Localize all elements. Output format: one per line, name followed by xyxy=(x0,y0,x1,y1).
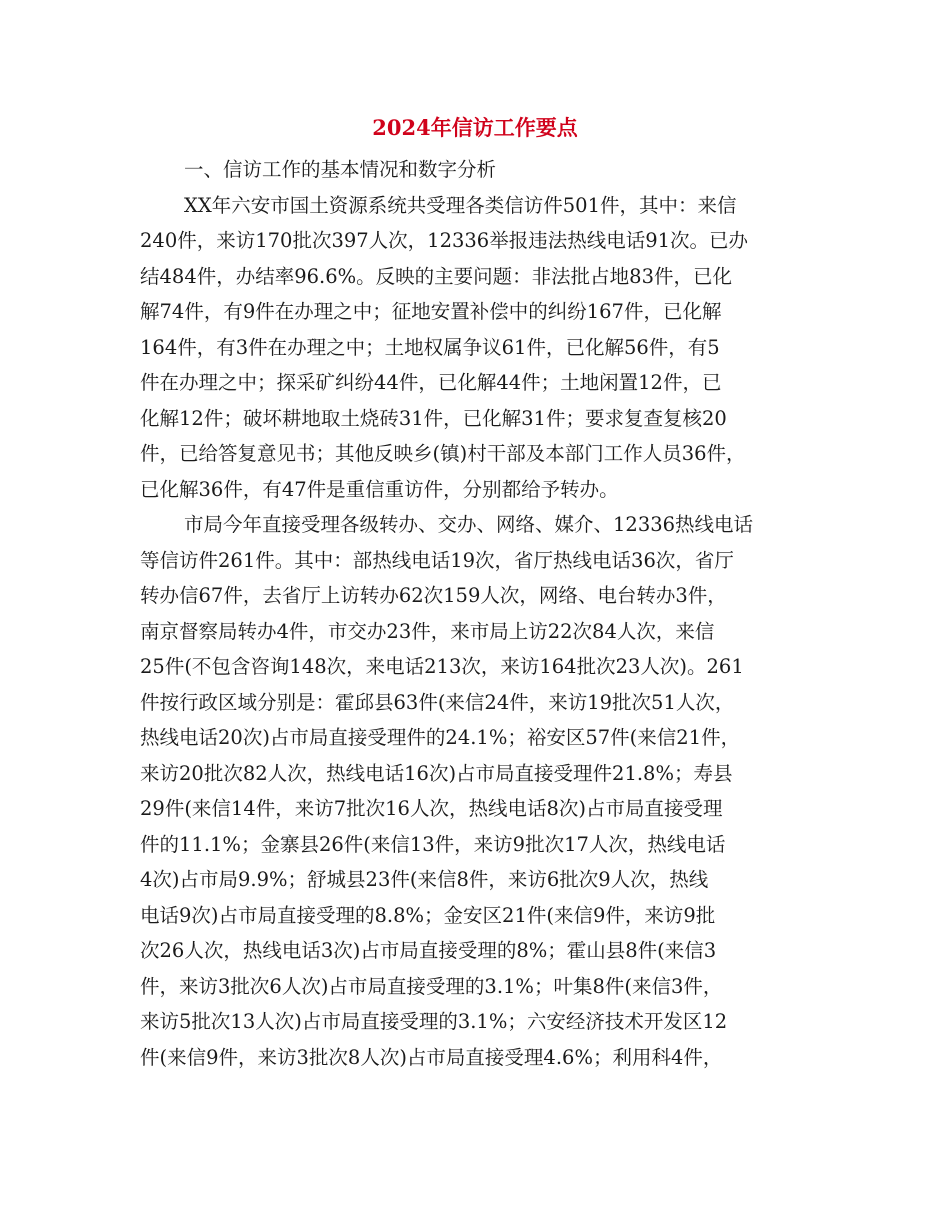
paragraph-2-line: 市局今年直接受理各级转办、交办、网络、媒介、12336热线电话 xyxy=(184,513,754,536)
paragraph-1-line: 结484件，办结率96.6%。反映的主要问题：非法批占地83件，已化 xyxy=(140,264,732,288)
paragraph-2-line: 件按行政区域分别是：霍邱县63件(来信24件，来访19批次51人次， xyxy=(140,690,735,714)
paragraph-2-line: 4次)占市局9.9%；舒城县23件(来信8件，来访6批次9人次，热线 xyxy=(140,868,709,891)
document-title: 2024年信访工作要点 xyxy=(372,115,578,140)
paragraph-2-line: 25件(不包含咨询148次，来电话213次，来访164批次23人次)。261 xyxy=(140,655,744,678)
section-heading xyxy=(140,152,812,188)
paragraph-2-line: 热线电话20次)占市局直接受理件的24.1%；裕安区57件(来信21件， xyxy=(140,726,741,749)
paragraph-2-line: 件(来信9件，来访3批次8人次)占市局直接受理4.6%；利用科4件， xyxy=(140,1045,723,1069)
paragraph-1-line: XX年六安市国土资源系统共受理各类信访件501件，其中：来信 xyxy=(184,193,737,217)
paragraph-1-line: 164件，有3件在办理之中；土地权属争议61件，已化解56件，有5 xyxy=(140,335,720,359)
paragraph-2-line: 电话9次)占市局直接受理的8.8%；金安区21件(来信9件，来访9批 xyxy=(140,903,716,927)
paragraph-2-line: 次26人次，热线电话3次)占市局直接受理的8%；霍山县8件(来信3 xyxy=(140,939,717,962)
paragraph-2-line: 转办信67件，去省厅上访转办62次159人次，网络、电台转办3件， xyxy=(140,584,727,607)
paragraph-2 xyxy=(140,507,812,1075)
paragraph-1-line: 化解12件；破坏耕地取土烧砖31件，已化解31件；要求复查复核20 xyxy=(140,406,727,430)
paragraph-1-line: 件，已给答复意见书；其他反映乡(镇)村干部及本部门工作人员36件， xyxy=(140,442,746,465)
paragraph-1-line: 240件，来访170批次397人次，12336举报违法热线电话91次。已办 xyxy=(140,229,749,252)
paragraph-2-line: 29件(来信14件，来访7批次16人次，热线电话8次)占市局直接受理 xyxy=(140,797,723,820)
section-heading-text: 一、信访工作的基本情况和数字分析 xyxy=(184,158,497,181)
paragraph-1-line: 已化解36件，有47件是重信重访件，分别都给予转办。 xyxy=(140,477,619,501)
paragraph-2-line: 南京督察局转办4件，市交办23件，来市局上访22次84人次，来信 xyxy=(140,619,715,643)
paragraph-2-line: 来访5批次13人次)占市局直接受理的3.1%；六安经济技术开发区12 xyxy=(140,1010,728,1033)
paragraph-1-line: 件在办理之中；探采矿纠纷44件，已化解44件；土地闲置12件，已 xyxy=(140,371,722,394)
paragraph-2-line: 来访20批次82人次，热线电话16次)占市局直接受理件21.8%；寿县 xyxy=(140,761,733,785)
paragraph-2-line: 件的11.1%；金寨县26件(来信13件，来访9批次17人次，热线电话 xyxy=(140,832,726,856)
paragraph-2-line: 等信访件261件。其中：部热线电话19次，省厅热线电话36次，省厅 xyxy=(140,548,734,572)
paragraph-1-line: 解74件，有9件在办理之中；征地安置补偿中的纠纷167件，已化解 xyxy=(140,300,722,323)
document-body xyxy=(140,152,812,1075)
paragraph-1 xyxy=(140,188,812,508)
paragraph-2-line: 件，来访3批次6人次)占市局直接受理的3.1%；叶集8件(来信3件， xyxy=(140,974,723,998)
